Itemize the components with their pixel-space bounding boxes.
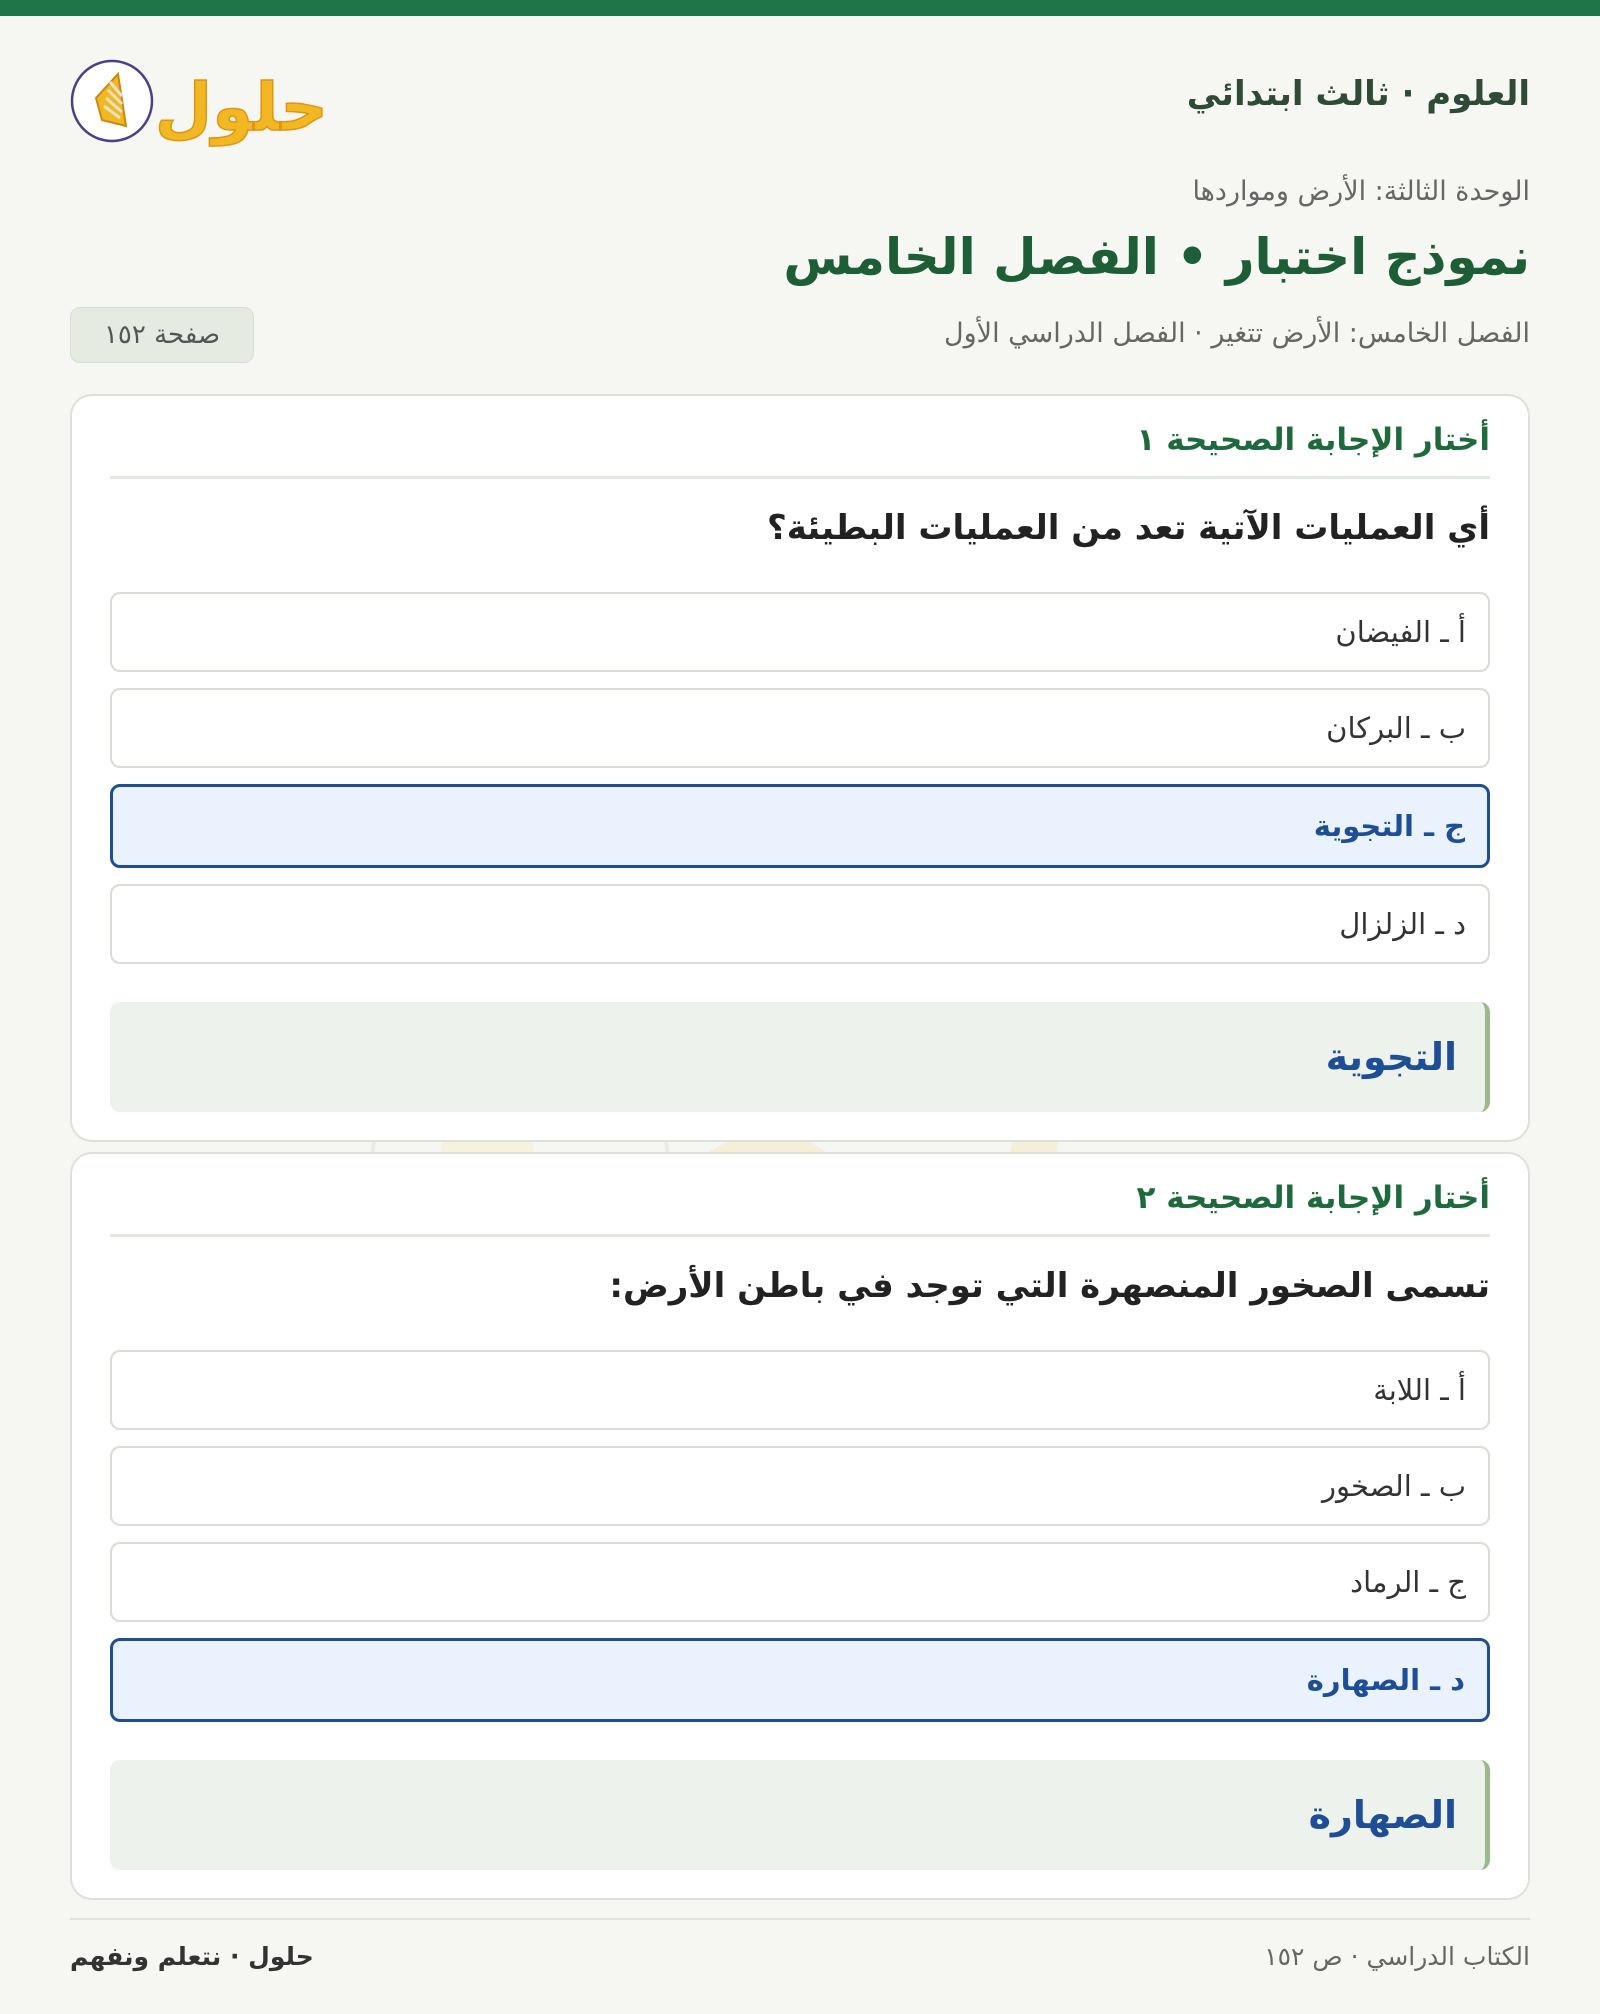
logo <box>70 46 340 156</box>
page <box>70 16 1530 2014</box>
answer-box: الصهارة <box>110 1760 1490 1870</box>
book-icon <box>72 61 152 141</box>
option-a[interactable]: أ ـ الفيضان <box>110 592 1490 672</box>
answer-box: التجوية <box>110 1002 1490 1112</box>
footer-book-reference: الكتاب الدراسي · ص ١٥٢ <box>1264 1942 1530 1971</box>
question-label: أختار الإجابة الصحيحة ٢ <box>110 1180 1490 1237</box>
option-b[interactable]: ب ـ الصخور <box>110 1446 1490 1526</box>
option-b[interactable]: ب ـ البركان <box>110 688 1490 768</box>
chapter-subtitle: الفصل الخامس: الأرض تتغير · الفصل الدراسي الأول <box>944 318 1530 349</box>
question-card-2 <box>70 1152 1530 1900</box>
question-text: تسمى الصخور المنصهرة التي توجد في باطن الأرض: <box>609 1266 1490 1306</box>
footer <box>70 1918 1530 1978</box>
top-accent-bar <box>0 0 1600 16</box>
logo-text: حلول <box>154 69 328 146</box>
footer-brand: حلول · نتعلم ونفهم <box>70 1942 314 1971</box>
question-label: أختار الإجابة الصحيحة ١ <box>110 422 1490 479</box>
question-text: أي العمليات الآتية تعد من العمليات البطيئة؟ <box>766 508 1490 548</box>
page-title: نموذج اختبار • الفصل الخامس <box>783 228 1530 286</box>
subject-title: العلوم · ثالث ابتدائي <box>1186 74 1530 114</box>
option-a[interactable]: أ ـ اللابة <box>110 1350 1490 1430</box>
option-d-selected[interactable]: د ـ الصهارة <box>110 1638 1490 1722</box>
page-number-badge: صفحة ١٥٢ <box>70 307 254 363</box>
option-d[interactable]: د ـ الزلزال <box>110 884 1490 964</box>
question-card-1 <box>70 394 1530 1142</box>
unit-title: الوحدة الثالثة: الأرض ومواردها <box>1192 176 1530 207</box>
option-c-selected[interactable]: ج ـ التجوية <box>110 784 1490 868</box>
option-c[interactable]: ج ـ الرماد <box>110 1542 1490 1622</box>
header <box>70 16 1530 350</box>
